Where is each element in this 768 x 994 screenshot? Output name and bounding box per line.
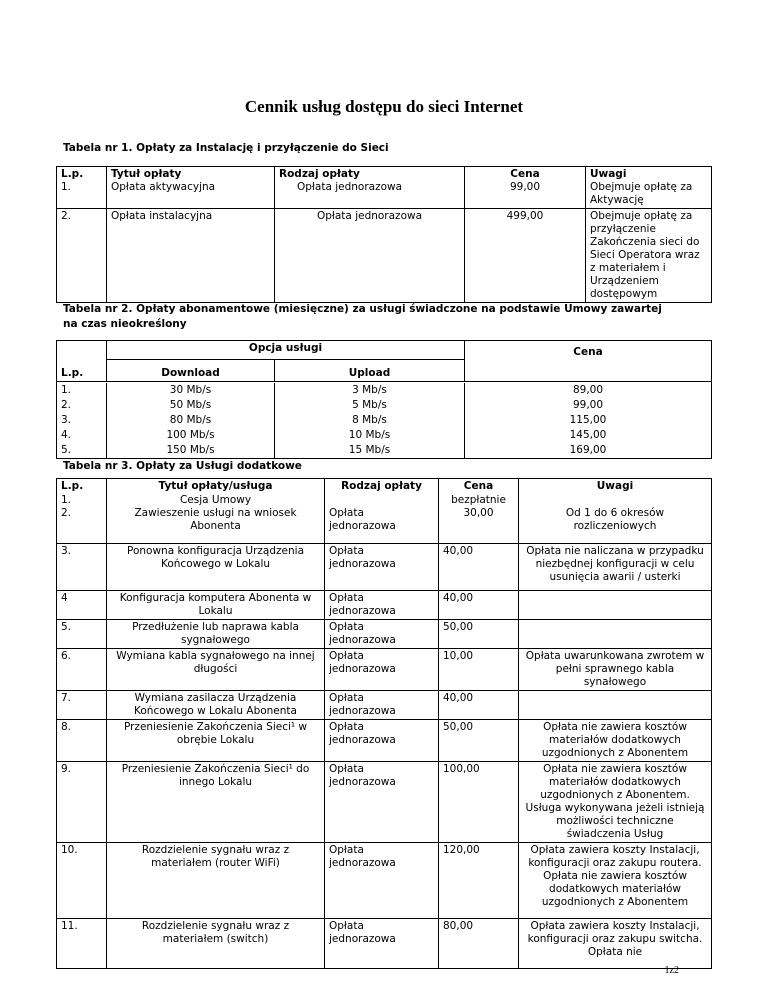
table3-cell-title: Cesja Umowy Zawieszenie usługi na wniosek Abonenta [107, 493, 325, 543]
table3-cell-notes: Opłata nie zawiera kosztów materiałów dodatkowych uzgodnionych z Abonentem [519, 719, 712, 761]
table2-cell-upload: 8 Mb/s [275, 413, 465, 428]
table3-cell-notes: Od 1 do 6 okresów rozliczeniowych [519, 493, 712, 543]
table3-row [57, 719, 712, 761]
table3-caption: Tabela nr 3. Opłaty za Usługi dodatkowe [63, 460, 302, 472]
table2-header-row [57, 360, 712, 382]
table1-header-title: Tytuł opłaty [111, 168, 182, 180]
table1-row [57, 209, 712, 303]
table2-cell-upload: 10 Mb/s [275, 428, 465, 443]
table3-header-price: Cena [439, 479, 519, 494]
table1 [56, 166, 712, 303]
table2-header-price: Cena [465, 341, 712, 360]
table2-cell-download: 30 Mb/s [107, 383, 275, 398]
table2-header-upload: Upload [275, 360, 465, 382]
table2-cell-price: 115,00 [465, 413, 712, 428]
table2-header-lp: L.p. [57, 360, 107, 382]
table1-header-notes: Uwagi [590, 168, 627, 180]
table3-cell-price: bezpłatnie 30,00 [439, 493, 519, 543]
table3-cell-lp: 3. [57, 543, 107, 590]
table2-header-blank [57, 341, 107, 360]
table1-header-type: Rodzaj opłaty [279, 168, 360, 180]
table3-cell-price: 10,00 [439, 648, 519, 690]
table3-cell-notes [519, 590, 712, 619]
table2-cell-lp: 5. [57, 443, 107, 459]
table3-row [57, 690, 712, 719]
table3-cell-price: 50,00 [439, 719, 519, 761]
table3-row [57, 590, 712, 619]
table1-cell-notes: Obejmuje opłatę za przyłączenie Zakończenia sieci do Sieci Operatora wraz z materiałem i Urządzeniem dostępowym [586, 209, 712, 303]
table3-row [57, 842, 712, 918]
table1-cell-type: Opłata jednorazowa [297, 181, 403, 193]
table1-cell-lp: 1. [61, 181, 72, 193]
table2-cell-upload: 3 Mb/s [275, 383, 465, 398]
table1-cell-title: Opłata aktywacyjna [111, 181, 216, 193]
table2-cell-lp: 3. [57, 413, 107, 428]
table3-row [57, 619, 712, 648]
table2-cell-lp: 1. [57, 383, 107, 398]
table2-row [57, 413, 712, 428]
table2-cell-download: 150 Mb/s [107, 443, 275, 459]
page-number: 1z2 [664, 965, 679, 976]
table3-cell-title: Ponowna konfiguracja Urządzenia Końcowego w Lokalu [107, 543, 325, 590]
table3-row [57, 761, 712, 842]
table3-cell-type: Opłata jednorazowa [325, 543, 439, 590]
table3-cell-type: Opłata jednorazowa [325, 690, 439, 719]
table3-cell-type: Opłata jednorazowa [325, 761, 439, 842]
table3-cell-title: Wymiana zasilacza Urządzenia Końcowego w Lokalu Abonenta [107, 690, 325, 719]
table3-cell-lp: 9. [57, 761, 107, 842]
table2-cell-lp: 2. [57, 398, 107, 413]
table3-row [57, 543, 712, 590]
table2-cell-price: 89,00 [465, 383, 712, 398]
table3-cell-lp: 4 [57, 590, 107, 619]
table3-cell-type: Opłata jednorazowa [325, 493, 439, 543]
table3-header-lp: L.p. [57, 479, 107, 494]
table3-cell-lp: 1. 2. [57, 493, 107, 543]
table3-cell-type: Opłata jednorazowa [325, 648, 439, 690]
table3-cell-price: 50,00 [439, 619, 519, 648]
table3-cell-price: 40,00 [439, 690, 519, 719]
table1-header-price: Cena [510, 168, 540, 180]
table1-cell [57, 167, 107, 209]
table3-cell-type: Opłata jednorazowa [325, 719, 439, 761]
table1-cell [465, 167, 586, 209]
table3-header-type: Rodzaj opłaty [325, 479, 439, 494]
table2 [56, 340, 712, 459]
document-title: Cennik usług dostępu do sieci Internet [244, 97, 524, 116]
table1-caption: Tabela nr 1. Opłaty za Instalację i przyłączenie do Sieci [63, 142, 389, 154]
table3-cell-price: 80,00 [439, 918, 519, 968]
table2-caption: Tabela nr 2. Opłaty abonamentowe (miesięczne) za usługi świadczone na podstawie Umowy zawartej na czas nieokreślony [63, 303, 662, 330]
table3-cell-lp: 5. [57, 619, 107, 648]
table3-cell-price: 120,00 [439, 842, 519, 918]
table1-cell-notes: Obejmuje opłatę za Aktywację [590, 181, 693, 206]
table3-cell-notes: Opłata uwarunkowana zwrotem w pełni sprawnego kabla synałowego [519, 648, 712, 690]
table2-cell-lp: 4. [57, 428, 107, 443]
table3-cell-lp: 8. [57, 719, 107, 761]
table3-cell-price: 100,00 [439, 761, 519, 842]
table1-cell [107, 167, 275, 209]
table3-cell-lp: 10. [57, 842, 107, 918]
table2-cell-download: 50 Mb/s [107, 398, 275, 413]
table2-header-download: Download [107, 360, 275, 382]
table2-cell-upload: 15 Mb/s [275, 443, 465, 459]
table1-cell-lp: 2. [57, 209, 107, 303]
table1-header-lp: L.p. [61, 168, 84, 180]
table2-group-header: Opcja usługi [107, 341, 465, 360]
table2-group-row [57, 341, 712, 360]
table3-row [57, 648, 712, 690]
table3-cell-notes: Opłata zawiera koszty Instalacji, konfiguracji oraz zakupu routera. Opłata nie zawiera kosztów dodatkowych materiałów uzgodnionych z Abonentem [519, 842, 712, 918]
table2-cell-price: 99,00 [465, 398, 712, 413]
table3-cell-type: Opłata jednorazowa [325, 590, 439, 619]
table3-cell-notes [519, 690, 712, 719]
table3-cell-title: Konfiguracja komputera Abonenta w Lokalu [107, 590, 325, 619]
table3-cell-notes: Opłata zawiera koszty Instalacji, konfiguracji oraz zakupu switcha. Opłata nie [519, 918, 712, 968]
table3-cell-type: Opłata jednorazowa [325, 619, 439, 648]
table3-cell-notes [519, 619, 712, 648]
table2-cell-download: 80 Mb/s [107, 413, 275, 428]
table1-cell-type: Opłata jednorazowa [275, 209, 465, 303]
table3-cell-type: Opłata jednorazowa [325, 842, 439, 918]
table1-cell-price: 499,00 [465, 209, 586, 303]
table3-row [57, 493, 712, 543]
table2-cell-price: 145,00 [465, 428, 712, 443]
table3-cell-title: Rozdzielenie sygnału wraz z materiałem (router WiFi) [107, 842, 325, 918]
table3-cell-title: Przeniesienie Zakończenia Sieci¹ w obrębie Lokalu [107, 719, 325, 761]
table1-cell [586, 167, 712, 209]
table3-header-notes: Uwagi [519, 479, 712, 494]
table3-cell-title: Wymiana kabla sygnałowego na innej długości [107, 648, 325, 690]
table1-cell-price: 99,00 [509, 181, 541, 193]
table3-cell-title: Przedłużenie lub naprawa kabla sygnałowego [107, 619, 325, 648]
table2-row [57, 428, 712, 443]
table3-header-row [57, 479, 712, 494]
table3-cell-type: Opłata jednorazowa [325, 918, 439, 968]
table3-cell-title: Przeniesienie Zakończenia Sieci¹ do innego Lokalu [107, 761, 325, 842]
table2-cell-price: 169,00 [465, 443, 712, 459]
table3-cell-notes: Opłata nie zawiera kosztów materiałów dodatkowych uzgodnionych z Abonentem. Usługa wykonywana jeżeli istnieją możliwości techniczne świadczenia Usług [519, 761, 712, 842]
table3-cell-price: 40,00 [439, 590, 519, 619]
table1-cell [275, 167, 465, 209]
table3-cell-notes: Opłata nie naliczana w przypadku niezbędnej konfiguracji w celu usunięcia awarii / usterki [519, 543, 712, 590]
table1-row [57, 167, 712, 209]
table3-cell-lp: 7. [57, 690, 107, 719]
table3-cell-lp: 11. [57, 918, 107, 968]
table2-cell-upload: 5 Mb/s [275, 398, 465, 413]
table2-row [57, 398, 712, 413]
table3-cell-title: Rozdzielenie sygnału wraz z materiałem (switch) [107, 918, 325, 968]
table3-header-title: Tytuł opłaty/usługa [107, 479, 325, 494]
table2-row [57, 383, 712, 398]
table3 [56, 478, 712, 969]
table1-cell-title: Opłata instalacyjna [107, 209, 275, 303]
table3-row [57, 918, 712, 968]
table2-header-price-cell [465, 360, 712, 382]
table3-cell-price: 40,00 [439, 543, 519, 590]
table3-cell-lp: 6. [57, 648, 107, 690]
table2-cell-download: 100 Mb/s [107, 428, 275, 443]
table2-row [57, 443, 712, 459]
